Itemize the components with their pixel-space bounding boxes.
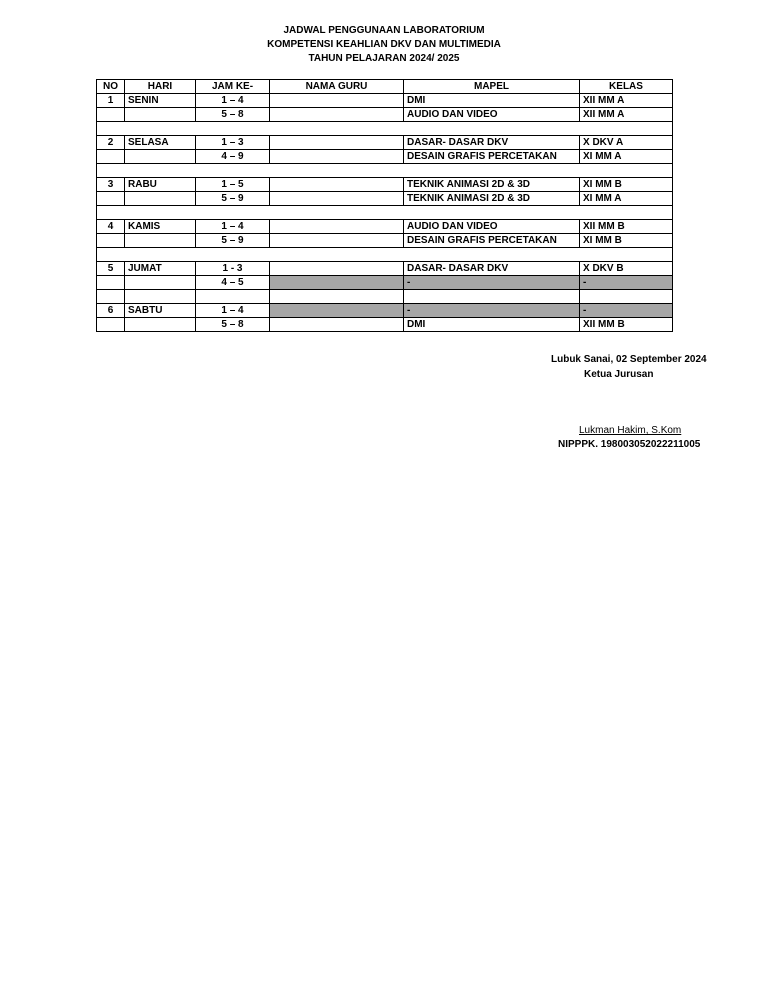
title-line-1: JADWAL PENGGUNAAN LABORATORIUM [283,25,485,36]
document-title [0,24,768,66]
table-row [97,220,673,234]
cell-no [97,234,125,248]
signer-role: Ketua Jurusan [584,369,654,380]
col-header-guru: NAMA GURU [270,80,404,94]
cell-kelas: - [580,304,673,318]
col-header-hari: HARI [125,80,196,94]
cell-jam: 1 - 3 [196,262,270,276]
cell-jam: 4 – 9 [196,150,270,164]
cell-mapel: - [404,276,580,290]
cell-no [97,150,125,164]
cell-hari: JUMAT [125,262,196,276]
cell-guru [270,94,404,108]
cell-mapel: DMI [404,94,580,108]
spacer-cell [97,164,673,178]
schedule-table [96,79,673,332]
col-header-mapel: MAPEL [404,80,580,94]
spacer-cell [97,122,673,136]
cell-hari: SENIN [125,94,196,108]
table-header-row [97,80,673,94]
table-row [97,192,673,206]
cell-no [97,108,125,122]
cell-hari [125,108,196,122]
cell-kelas: X DKV B [580,262,673,276]
cell-mapel: DESAIN GRAFIS PERCETAKAN [404,150,580,164]
cell-jam: 5 – 9 [196,192,270,206]
cell-no [97,192,125,206]
spacer-row [97,122,673,136]
cell-guru [270,136,404,150]
cell-no: 3 [97,178,125,192]
cell-mapel: DESAIN GRAFIS PERCETAKAN [404,234,580,248]
cell-no: 4 [97,220,125,234]
cell-guru [270,192,404,206]
cell-guru [270,276,404,290]
spacer-cell [97,248,673,262]
cell-kelas: XI MM B [580,178,673,192]
spacer-cell [125,290,196,304]
cell-kelas: XII MM B [580,318,673,332]
spacer-row [97,164,673,178]
cell-guru [270,220,404,234]
cell-jam: 5 – 8 [196,318,270,332]
cell-kelas: XI MM B [580,234,673,248]
cell-mapel: - [404,304,580,318]
cell-kelas: X DKV A [580,136,673,150]
title-line-2: KOMPETENSI KEAHLIAN DKV DAN MULTIMEDIA [267,39,501,50]
spacer-row-bordered [97,290,673,304]
cell-jam: 4 – 5 [196,276,270,290]
table-row [97,178,673,192]
cell-guru [270,108,404,122]
cell-mapel: AUDIO DAN VIDEO [404,108,580,122]
cell-kelas: XI MM A [580,192,673,206]
table-row [97,234,673,248]
cell-hari: SABTU [125,304,196,318]
spacer-cell [97,206,673,220]
cell-hari [125,192,196,206]
cell-no: 1 [97,94,125,108]
cell-mapel: AUDIO DAN VIDEO [404,220,580,234]
cell-hari [125,234,196,248]
col-header-jam: JAM KE- [196,80,270,94]
spacer-cell [580,290,673,304]
signer-name: Lukman Hakim, S.Kom [579,425,682,436]
cell-jam: 1 – 3 [196,136,270,150]
cell-guru [270,178,404,192]
cell-kelas: XII MM A [580,94,673,108]
cell-jam: 1 – 4 [196,94,270,108]
place-date: Lubuk Sanai, 02 September 2024 [551,354,707,365]
cell-mapel: TEKNIK ANIMASI 2D & 3D [404,192,580,206]
cell-guru [270,262,404,276]
table-row [97,304,673,318]
cell-mapel: DASAR- DASAR DKV [404,136,580,150]
table-row [97,136,673,150]
cell-jam: 1 – 4 [196,220,270,234]
cell-no [97,276,125,290]
cell-hari: SELASA [125,136,196,150]
cell-hari [125,150,196,164]
cell-guru [270,318,404,332]
cell-mapel: DMI [404,318,580,332]
cell-kelas: XII MM B [580,220,673,234]
cell-jam: 5 – 9 [196,234,270,248]
spacer-cell [196,290,270,304]
cell-kelas: - [580,276,673,290]
cell-mapel: TEKNIK ANIMASI 2D & 3D [404,178,580,192]
title-line-3: TAHUN PELAJARAN 2024/ 2025 [308,53,460,64]
table-row [97,276,673,290]
cell-no: 2 [97,136,125,150]
col-header-no: NO [97,80,125,94]
spacer-cell [404,290,580,304]
spacer-cell [97,290,125,304]
spacer-row [97,206,673,220]
cell-no: 6 [97,304,125,318]
cell-hari: KAMIS [125,220,196,234]
table-row [97,150,673,164]
table-row [97,108,673,122]
cell-hari [125,276,196,290]
cell-no: 5 [97,262,125,276]
col-header-kelas: KELAS [580,80,673,94]
cell-hari [125,318,196,332]
cell-jam: 1 – 5 [196,178,270,192]
signer-nip: NIPPPK. 198003052022211005 [558,439,701,450]
cell-no [97,318,125,332]
cell-kelas: XI MM A [580,150,673,164]
cell-guru [270,150,404,164]
spacer-cell [270,290,404,304]
table-row [97,94,673,108]
cell-jam: 1 – 4 [196,304,270,318]
table-row [97,318,673,332]
cell-guru [270,304,404,318]
table-row [97,262,673,276]
cell-guru [270,234,404,248]
spacer-row [97,248,673,262]
cell-kelas: XII MM A [580,108,673,122]
cell-jam: 5 – 8 [196,108,270,122]
cell-mapel: DASAR- DASAR DKV [404,262,580,276]
cell-hari: RABU [125,178,196,192]
